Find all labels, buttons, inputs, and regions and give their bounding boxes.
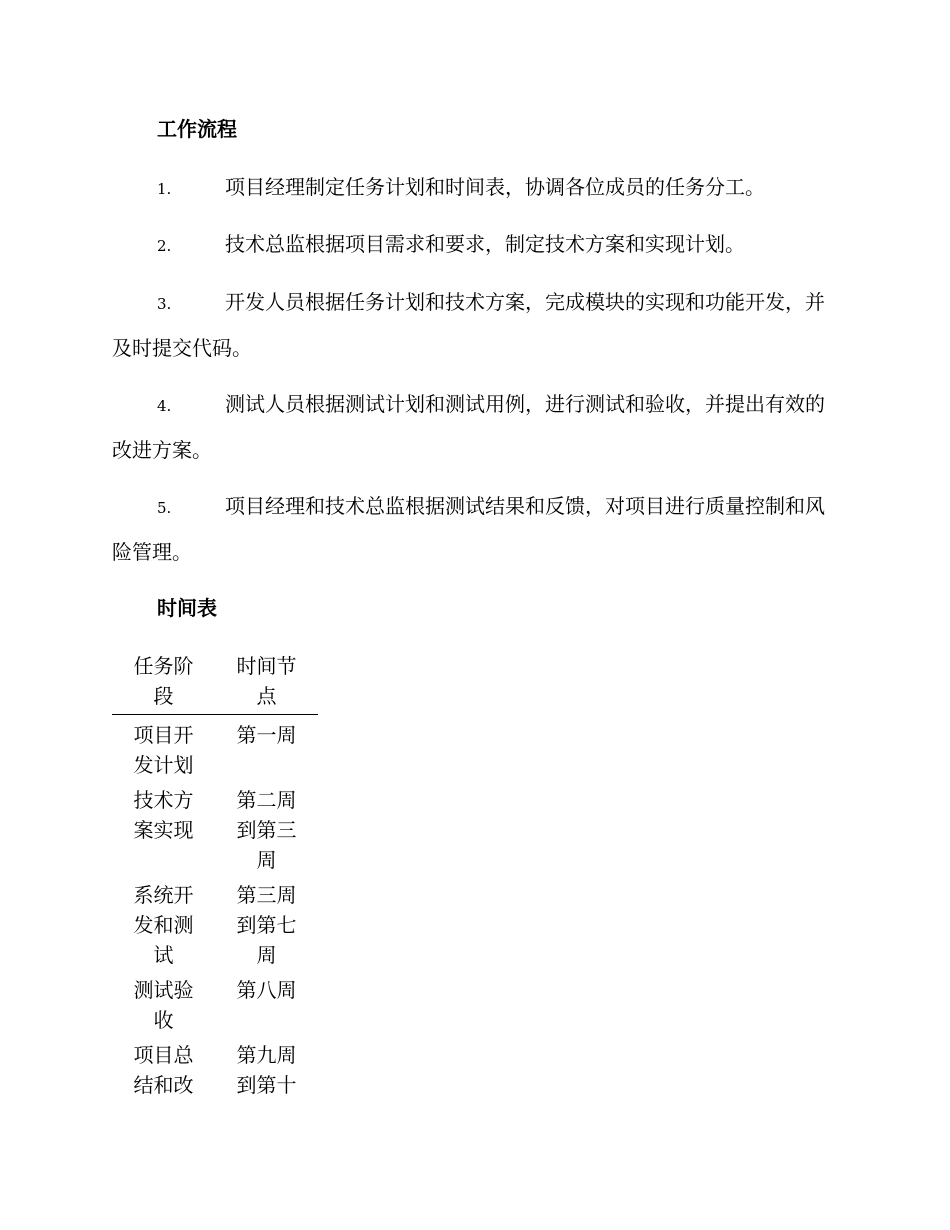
list-item-number: 2. xyxy=(157,237,172,255)
list-item-text: 技术总监根据项目需求和要求，制定技术方案和实现计划。 xyxy=(225,232,745,256)
schedule-heading: 时间表 xyxy=(157,596,217,620)
table-row xyxy=(112,785,318,880)
schedule-table xyxy=(112,651,318,1105)
list-item-number: 5. xyxy=(157,499,172,517)
list-item-number: 3. xyxy=(157,295,172,313)
list-item xyxy=(112,222,834,268)
table-cell: 测试验收 xyxy=(133,978,194,1032)
column-header-task-stage: 任务阶段 xyxy=(112,651,215,715)
table-cell: 系统开发和测试 xyxy=(133,883,194,967)
list-item-number: 4. xyxy=(157,397,172,415)
list-item-text: 项目经理制定任务计划和时间表，协调各位成员的任务分工。 xyxy=(225,175,765,199)
table-row xyxy=(112,880,318,975)
table-cell: 技术方案实现 xyxy=(133,788,194,842)
table-cell: 第二周到第三周 xyxy=(236,788,297,872)
list-item-text: 开发人员根据任务计划和技术方案，完成模块的实现和功能开发，并及时提交代码。 xyxy=(112,290,825,360)
table-cell: 项目总结和改 xyxy=(133,1043,194,1097)
table-cell: 第八周 xyxy=(236,978,297,1002)
table-cell: 第一周 xyxy=(236,723,297,747)
list-item-text: 项目经理和技术总监根据测试结果和反馈，对项目进行质量控制和风险管理。 xyxy=(112,494,825,564)
table-cell: 第三周到第七周 xyxy=(236,883,297,967)
table-cell: 项目开发计划 xyxy=(133,723,194,777)
list-item xyxy=(112,484,834,574)
list-item-number: 1. xyxy=(157,180,172,198)
column-header-time-node: 时间节点 xyxy=(215,651,318,715)
list-item xyxy=(112,165,834,211)
table-header-row xyxy=(112,651,318,715)
list-item xyxy=(112,382,834,472)
table-row xyxy=(112,715,318,786)
list-item xyxy=(112,280,834,370)
table-row xyxy=(112,975,318,1040)
workflow-heading: 工作流程 xyxy=(157,117,237,141)
table-cell: 第九周到第十 xyxy=(236,1043,297,1097)
list-item-text: 测试人员根据测试计划和测试用例，进行测试和验收，并提出有效的改进方案。 xyxy=(112,392,825,462)
table-row xyxy=(112,1040,318,1105)
